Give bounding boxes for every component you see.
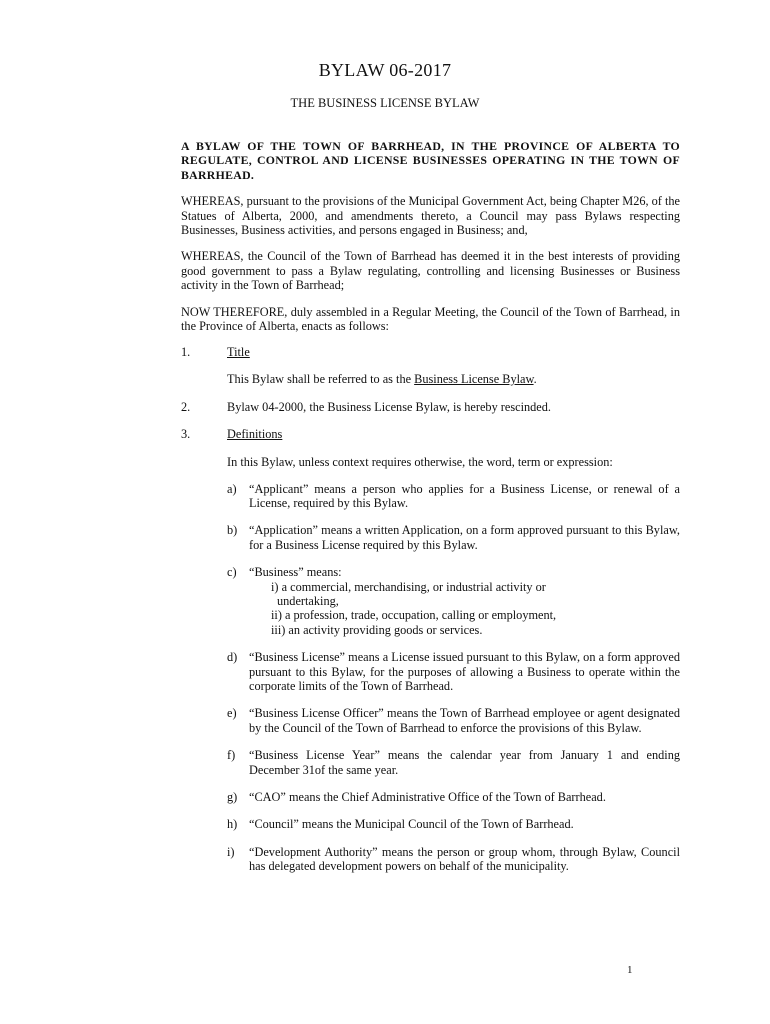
section-2 [181,400,680,414]
section-number: 1. [181,345,191,360]
bylaw-subtitle: THE BUSINESS LICENSE BYLAW [290,96,480,110]
definition-item [227,817,680,831]
definition-letter: d) [227,650,238,665]
bylaw-title: BYLAW 06-2017 [318,60,452,80]
definition-letter: a) [227,481,237,496]
definition-letter: i) [227,844,235,859]
title-text [227,372,680,386]
bylaw-body [181,139,680,887]
definition-text: “Council” means the Municipal Council of the Town of Barrhead. [249,817,574,832]
definition-business [249,565,680,637]
section-number: 2. [181,400,191,415]
definitions-intro: In this Bylaw, unless context requires otherwise, the word, term or expression: [227,455,613,470]
title-text-bylaw-name: Business License Bylaw [414,371,534,386]
section-heading-definitions: Definitions [227,426,283,441]
definition-text: “Business License” means a License issued pursuant to this Bylaw, on a form approved pursuant to this Bylaw, for the purposes of allowing a Business to operate within the corporate limits of the Town of Barrhead. [249,650,680,693]
definition-text: “Business License Year” means the calendar year from January 1 and ending December 31of the same year. [249,748,680,777]
definition-letter: b) [227,523,238,538]
page-number: 1 [627,964,633,976]
definition-text: “CAO” means the Chief Administrative Office of the Town of Barrhead. [249,790,606,804]
definition-item [227,523,680,552]
title-text-prefix: This Bylaw shall be referred to as the [227,371,415,386]
definition-letter: f) [227,748,236,763]
now-therefore-paragraph: NOW THEREFORE, duly assembled in a Regular Meeting, the Council of the Town of Barrhead, in the Province of Alberta, enacts as follows: [181,304,680,334]
section-text-rescind: Bylaw 04-2000, the Business License Bylaw, is hereby rescinded. [227,400,551,415]
definition-letter: e) [227,706,237,721]
whereas-paragraph-1: WHEREAS, pursuant to the provisions of the Municipal Government Act, being Chapter M26, of the Statues of Alberta, 2000, and amendments thereto, a Council may pass Bylaws respecting Businesses, Business activities, and persons engaged in Business; and, [181,194,680,238]
definition-letter: c) [227,565,237,580]
definition-text: “Applicant” means a person who applies for a Business License, or renewal of a License, required by this Bylaw. [249,481,680,510]
subitem-continuation: undertaking, [277,593,339,608]
definition-item [227,790,680,804]
bylaw-intro: A BYLAW OF THE TOWN OF BARRHEAD, IN THE PROVINCE OF ALBERTA TO REGULATE, CONTROL AND LICENSE BUSINESSES OPERATING IN THE TOWN OF BARRHEAD. [181,139,680,182]
definition-item [227,845,680,874]
definition-item [227,482,680,511]
title-text-suffix: . [533,371,537,386]
section-1 [181,345,680,359]
whereas-paragraph-2: WHEREAS, the Council of the Town of Barrhead has deemed it in the best interests of providing good government to pass a Bylaw regulating, controlling and licensing Businesses or Business activity in the Town of Barrhead; [181,249,680,293]
subitem-line: iii) an activity providing goods or services. [271,622,483,637]
definition-text: “Application” means a written Application, on a form approved pursuant to this Bylaw, for a Business License required by this Bylaw. [249,523,680,552]
definition-item [227,706,680,735]
definition-letter: g) [227,790,238,804]
section-3 [181,427,680,441]
definition-text: “Development Authority” means the person or group whom, through Bylaw, Council has delegated development powers on behalf of the municipality. [249,844,680,874]
definition-item [227,748,680,777]
section-heading-title: Title [227,345,250,360]
definition-text: “Business” means: [249,565,342,580]
definition-letter: h) [227,817,238,832]
business-subitems [271,580,680,638]
definition-item [227,565,680,637]
definition-text: “Business License Officer” means the Town of Barrhead employee or agent designated by the Council of the Town of Barrhead to enforce the provisions of this Bylaw. [249,706,680,735]
section-number: 3. [181,426,191,441]
subitem-line: i) a commercial, merchandising, or industrial activity or [271,579,546,594]
subitem-line: ii) a profession, trade, occupation, calling or employment, [271,608,557,623]
definition-item [227,650,680,693]
